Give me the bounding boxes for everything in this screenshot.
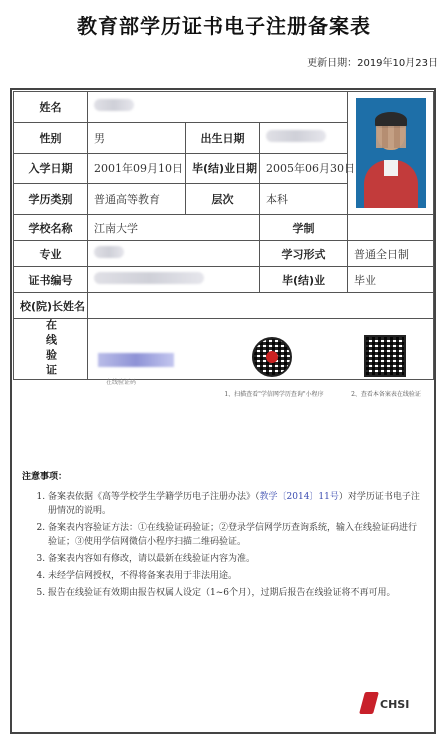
study-form-label: 学习形式 <box>260 241 348 267</box>
qr2-caption: 2、查看本备案表在线验证 <box>351 391 421 398</box>
page-title: 教育部学历证书电子注册备案表 <box>77 14 371 38</box>
verify-code[interactable] <box>98 353 174 367</box>
note-item: 4. 未经学信网授权，不得将备案表用于非法用途。 <box>48 569 422 583</box>
grad-value: 毕业 <box>348 267 434 293</box>
principal-label: 校(院)长姓名 <box>14 293 88 319</box>
school-label: 学校名称 <box>14 215 88 241</box>
notes-title: 注意事项： <box>22 472 68 482</box>
edu-type-value: 普通高等教育 <box>88 184 186 215</box>
update-date: 更新日期：2019年10月23日 <box>307 58 438 69</box>
study-form-value: 普通全日制 <box>348 241 434 267</box>
note-item: 1. 备案表依据《高等学校学生学籍学历电子注册办法》（教学〔2014〕11号）对学历证书电子注册情况的说明。 <box>48 490 422 518</box>
student-photo <box>356 98 426 208</box>
cert-no-value <box>88 267 260 293</box>
note-item: 2. 备案表内容验证方法：①在线验证码验证；②登录学信网学历查询系统，输入在线验证码进行验证；③使用学信网微信小程序扫描二维码验证。 <box>48 521 422 549</box>
enroll-value: 2001年09月10日 <box>88 153 186 184</box>
chsi-logo-text: CHSI <box>380 698 410 711</box>
gender-label: 性别 <box>14 122 88 153</box>
miniprogram-logo-icon <box>266 351 278 363</box>
regulation-link[interactable]: 教学〔2014〕11号 <box>259 492 339 502</box>
note-item: 5. 报告在线验证有效期由报告权属人设定（1~6个月），过期后报告在线验证将不再可用。 <box>48 586 422 600</box>
name-label: 姓名 <box>14 92 88 123</box>
verify-label: 在线验证 <box>14 319 88 380</box>
note-item: 3. 备案表内容如有修改，请以最新在线验证内容为准。 <box>48 552 422 566</box>
chsi-logo-icon <box>359 692 379 714</box>
cert-no-label: 证书编号 <box>14 267 88 293</box>
enroll-label: 入学日期 <box>14 153 88 184</box>
birth-value <box>260 122 348 153</box>
birth-label: 出生日期 <box>186 122 260 153</box>
graduate-label: 毕(结)业日期 <box>186 153 260 184</box>
edu-type-label: 学历类别 <box>14 184 88 215</box>
notes-list <box>22 490 422 600</box>
level-value: 本科 <box>260 184 348 215</box>
notes-section <box>22 470 422 603</box>
record-form <box>10 88 436 734</box>
level-label: 层次 <box>186 184 260 215</box>
verify-code-caption: 在线验证码 <box>106 379 137 386</box>
major-value <box>88 241 260 267</box>
grad-label: 毕(结)业 <box>260 267 348 293</box>
chsi-logo <box>362 690 422 720</box>
major-label: 专业 <box>14 241 88 267</box>
system-label: 学制 <box>260 215 348 241</box>
gender-value: 男 <box>88 122 186 153</box>
info-table <box>13 91 434 398</box>
verify-qr-code[interactable] <box>364 335 406 377</box>
graduate-value: 2005年06月30日 <box>260 153 348 184</box>
verify-area <box>88 319 434 398</box>
photo-cell <box>348 92 434 215</box>
qr1-caption: 1、扫描查看"学信网学历查询"小程序 <box>224 391 324 398</box>
name-value <box>88 92 348 123</box>
system-value <box>348 215 434 241</box>
school-value: 江南大学 <box>88 215 260 241</box>
principal-value <box>88 293 434 319</box>
